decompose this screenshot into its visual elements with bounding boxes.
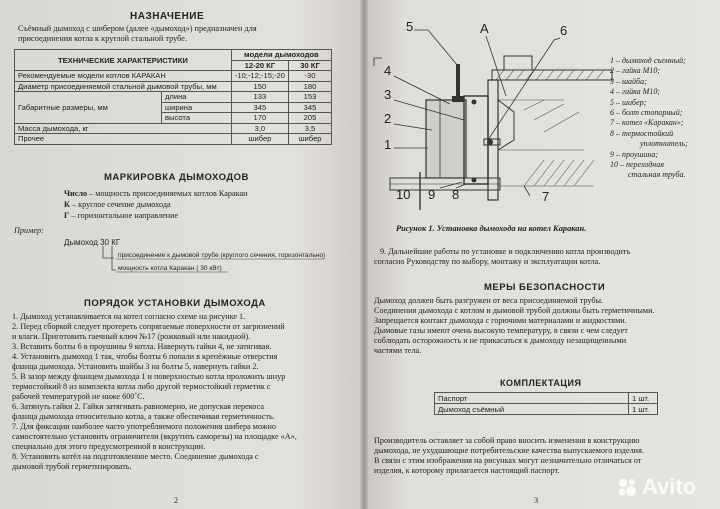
spec-value: 170 <box>231 113 288 124</box>
step-line: 8. Установить котёл на подготовленное место. Соединение дымохода с <box>12 452 259 461</box>
spec-label: Габаритные размеры, мм <box>15 92 162 124</box>
marking-text: – горизонтальное направление <box>69 211 179 220</box>
step-line: 3. Вставить болты 6 в проушины 9 котла. Навернуть гайки 4, не затягивая. <box>12 342 272 351</box>
spec-value: 3,5 <box>289 123 332 134</box>
figure-label: 3 <box>384 87 392 102</box>
table-row <box>15 71 332 82</box>
legend-item: 2 – гайка М10; <box>610 66 660 76</box>
figure-label: 1 <box>384 137 392 152</box>
spec-label: Диаметр присоединяемой стальной дымовой трубы, мм <box>15 81 232 92</box>
figure-label: 9 <box>428 187 436 202</box>
step-line: 5. В зазор между фланцем дымохода 1 и поверхностью котла проложить шнур <box>12 372 286 381</box>
spec-sublabel: высота <box>162 113 232 124</box>
figure-label: 5 <box>406 19 414 34</box>
footer-line: изделия, к которому прилагается настоящий паспорт. <box>374 466 560 475</box>
step-line: рабочей температурой не ниже 600˚С. <box>12 392 145 401</box>
spec-label: Прочее <box>15 134 232 145</box>
legend-item: 9 – проушина; <box>610 149 659 159</box>
spec-value: 133 <box>231 92 288 103</box>
install-title: ПОРЯДОК УСТАНОВКИ ДЫМОХОДА <box>84 298 266 309</box>
kit-item-qty: 1 шт. <box>629 404 658 415</box>
footer-line: дымохода, не ухудшающие потребительские качества выпускаемого изделия. <box>374 446 644 455</box>
purpose-line-1: Съёмный дымоход с шибером (далее «дымоход») предназначен для <box>18 24 257 33</box>
step-line: 1. Дымоход устанавливается на котел согласно схеме на рисунке 1. <box>12 312 246 321</box>
install-steps <box>12 312 352 472</box>
spec-value: -30 <box>289 71 332 82</box>
avito-wordmark: Avito <box>642 474 697 499</box>
legend-item: 6 – болт стопорный; <box>610 108 683 118</box>
kit-title: КОМПЛЕКТАЦИЯ <box>500 378 582 388</box>
safety-line: Дымовые газы имеют очень высокую температуру, в связи с чем следует <box>374 326 628 335</box>
figure-label: 4 <box>384 63 392 78</box>
spec-sublabel: ширина <box>162 102 232 113</box>
spec-table <box>14 49 332 145</box>
figure-caption: Рисунок 1. Установка дымохода на котел Каракан. <box>396 224 587 233</box>
example-model: Дымоход 30 КГ <box>64 238 121 247</box>
spec-value: 205 <box>289 113 332 124</box>
step-line: фланца дымохода относительно котла, а также обеспечивая герметичность. <box>12 412 275 421</box>
spec-col-2: 30 КГ <box>289 60 332 71</box>
avito-watermark <box>616 474 696 500</box>
kit-item-qty: 1 шт. <box>629 393 658 404</box>
marking-key: Г <box>64 211 70 220</box>
spec-value: 345 <box>289 102 332 113</box>
safety-line: Соединения дымохода с котлом и дымовой трубой должны быть герметичными. <box>374 306 655 315</box>
safety-line: Запрещается контакт дымохода с горючими материалами и жидкостями. <box>374 316 627 325</box>
legend-item: 3 – шайба; <box>610 76 647 86</box>
kit-table <box>434 392 658 415</box>
safety-line: Дымоход должен быть разгружен от веса присоединяемой трубы. <box>374 296 604 305</box>
table-row <box>15 123 332 134</box>
step-line: и влаги. Приготовить гаечный ключ №17 (рожковый или накидной). <box>12 332 251 341</box>
figure-label: 10 <box>396 187 411 202</box>
step-line: 9. Дальнейшие работы по установке и подключению котла производить <box>380 247 631 256</box>
marking-title: МАРКИРОВКА ДЫМОХОДОВ <box>104 172 249 183</box>
marking-line <box>64 189 247 199</box>
marking-line <box>64 200 171 210</box>
legend-item: 1 – дымоход съемный; <box>610 56 686 65</box>
figure-label: 7 <box>542 189 550 204</box>
example-note-2: мощность котла Каракан ( 30 кВт) <box>118 265 222 272</box>
spec-value: 345 <box>231 102 288 113</box>
page-number-left: 2 <box>174 496 179 505</box>
table-row <box>15 134 332 145</box>
footer-line: В связи с этим изображения на рисунках могут незначительно отличаться от <box>374 456 642 465</box>
spec-value: шибер <box>231 134 288 145</box>
marking-key: К <box>64 200 70 209</box>
legend-item: 10 – переходная <box>610 160 664 170</box>
spec-value: 153 <box>289 92 332 103</box>
step-line: 4. Установить дымоход 1 так, чтобы болты 6 попали в крепёжные отверстия <box>12 352 278 361</box>
table-row <box>15 92 332 103</box>
example-note-1: присоединение к дымовой трубе (круглого сечения, горизонтально) <box>118 252 326 259</box>
spec-value: -10;-12;-15;-20 <box>231 71 288 82</box>
spec-col-1: 12-20 КГ <box>231 60 288 71</box>
step-line: термостойкий 8 из комплекта котла либо другой термостойкий герметик с <box>12 382 271 391</box>
marking-line <box>64 211 178 221</box>
figure-label: 2 <box>384 111 392 126</box>
safety-text <box>374 296 655 356</box>
marking-text: – круглое сечение дымохода <box>69 200 171 209</box>
kit-item-name: Паспорт <box>435 393 629 404</box>
step-line: самостоятельно установить ограничители (вкрутить саморезы) на площадке «А», <box>12 432 297 441</box>
figure-label: 6 <box>560 23 568 38</box>
purpose-title: НАЗНАЧЕНИЕ <box>130 11 205 22</box>
spec-header-models: модели дымоходов <box>231 50 331 61</box>
purpose-line-2: присоединения котла к круглой стальной трубе. <box>18 34 188 43</box>
avito-logo-icon <box>616 476 638 498</box>
right-page <box>364 0 720 509</box>
safety-title: МЕРЫ БЕЗОПАСНОСТИ <box>484 282 606 293</box>
legend-item: 8 – термостойкий <box>610 128 674 138</box>
legend-item: 7 – котел «Каракан»; <box>610 118 684 128</box>
manufacturer-note <box>374 436 644 476</box>
spec-label: Масса дымохода, кг <box>15 123 232 134</box>
step-line: специально для этого предусмотренной в конструкции. <box>12 442 206 451</box>
spec-value: 180 <box>289 81 332 92</box>
legend-item: стальная труба. <box>628 170 686 180</box>
spec-label: Рекомендуемые модели котлов КАРАКАН <box>15 71 232 82</box>
step-line: согласно Руководству по выбору, монтажу и эксплуатации котла. <box>374 257 601 266</box>
example-label: Пример: <box>14 226 44 235</box>
kit-item-name: Дымоход съёмный <box>435 404 629 415</box>
figure-legend <box>610 56 688 181</box>
step-line: дымовой трубой герметизировать. <box>12 462 132 471</box>
spec-value: 3,0 <box>231 123 288 134</box>
step-9 <box>374 247 630 267</box>
safety-line: частями тела. <box>374 346 422 355</box>
spec-value: 150 <box>231 81 288 92</box>
table-row <box>435 393 658 404</box>
legend-item: 5 – шибер; <box>610 97 647 107</box>
table-row <box>435 404 658 415</box>
figure-label: 8 <box>452 187 460 202</box>
step-line: фланца дымохода. Установить шайбы 3 на болты 5, навернуть гайки 2. <box>12 362 259 371</box>
marking-key: Число <box>64 189 88 198</box>
safety-line: соблюдать осторожность и не прикасаться к дымоходу незащищенными <box>374 336 627 345</box>
step-line: 6. Затянуть гайки 2. Гайки затягивать равномерно, не допуская перекоса <box>12 402 264 411</box>
figure-label: А <box>480 21 489 36</box>
spec-sublabel: длина <box>162 92 232 103</box>
legend-item: 4 – гайка М10; <box>610 87 660 97</box>
legend-item: уплотнитель; <box>640 139 688 149</box>
table-row <box>15 81 332 92</box>
page-number-right: 3 <box>534 496 539 505</box>
step-line: 7. Для фиксации наиболее часто употребляемого положения шибера можно <box>12 422 276 431</box>
spec-value: шибер <box>289 134 332 145</box>
book-spine <box>360 0 368 509</box>
footer-line: Производитель оставляет за собой право вносить изменения в конструкцию <box>374 436 640 445</box>
step-line: 2. Перед сборкой следует протереть сопрягаемые поверхности от загрязнений <box>12 322 285 331</box>
spec-header-main: ТЕХНИЧЕСКИЕ ХАРАКТЕРИСТИКИ <box>15 50 232 71</box>
marking-text: – мощность присоединяемых котлов Каракан <box>87 189 248 198</box>
